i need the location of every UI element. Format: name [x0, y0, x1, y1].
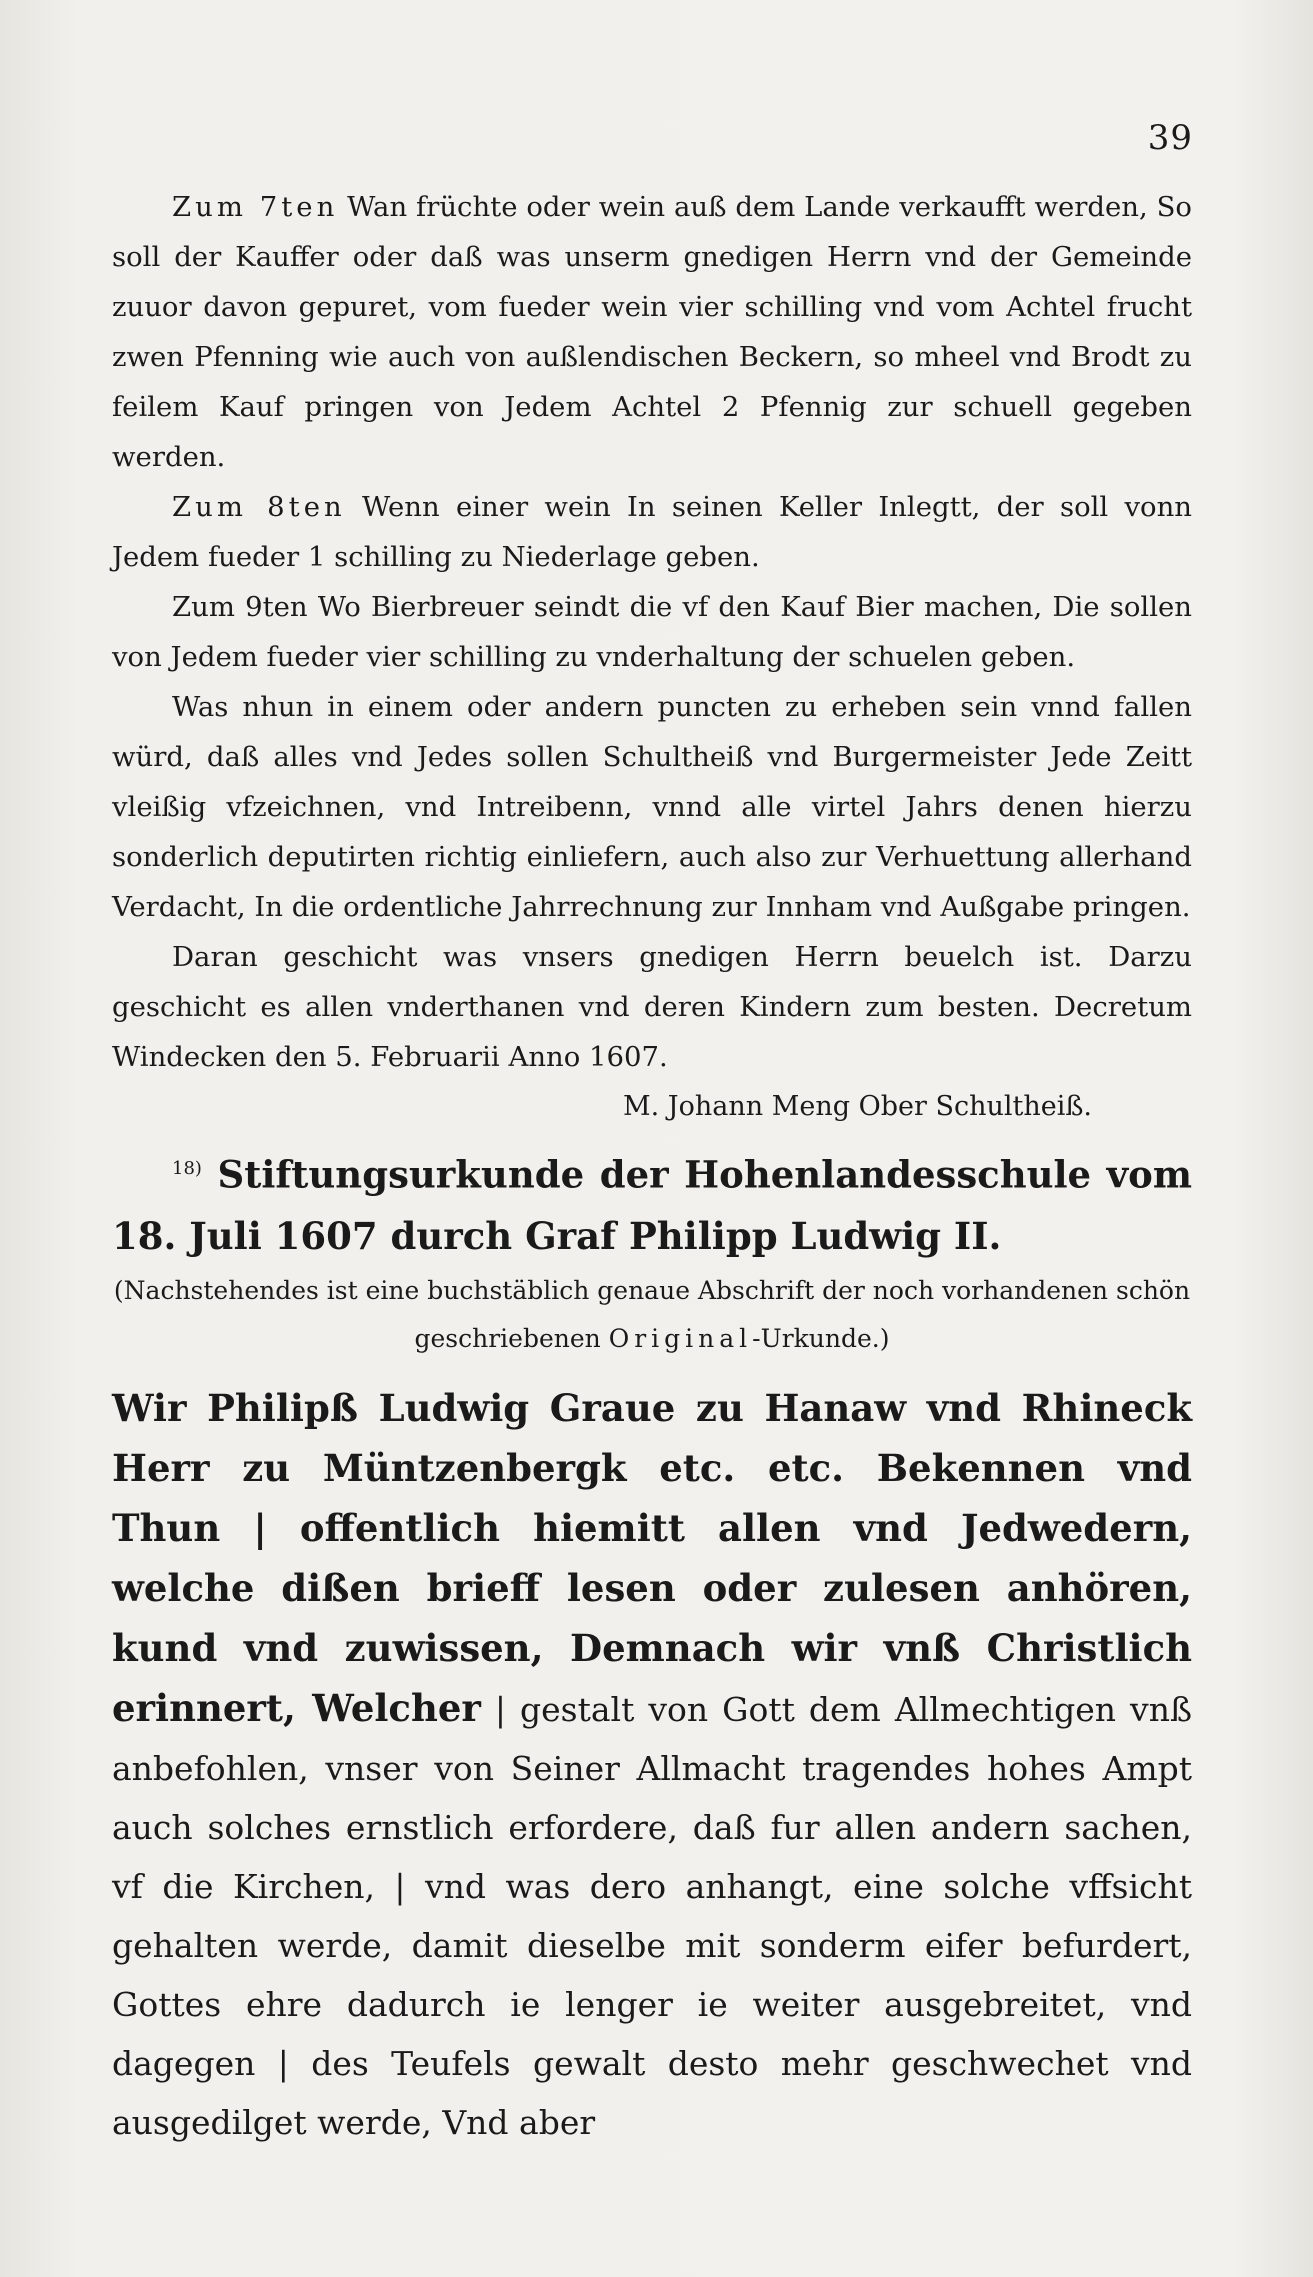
paragraph-collection: [112, 682, 1192, 932]
note-text-before: (Nachstehendes ist eine buchstäblich genaue Abschrift der noch vorhandenen schön geschriebenen: [113, 1276, 1191, 1354]
article-9-heading: Zum 9ten: [172, 591, 308, 623]
note-text-after: -Urkunde.): [752, 1324, 890, 1354]
paragraph-article-7: [112, 182, 1192, 482]
transcription-note: [112, 1267, 1192, 1363]
article-7-heading: Zum 7ten: [172, 191, 339, 223]
paragraph-article-9: [112, 582, 1192, 682]
decree-text: Daran geschicht was vnsers gnedigen Herrn beuelch ist. Darzu geschicht es allen vnderthanen vnd deren Kindern zum besten. Decretum Windecken den 5. Februarii Anno 1607.: [112, 941, 1192, 1073]
charter-body: | gestalt von Gott dem Allmechtigen vnß anbefohlen, vnser von Seiner Allmacht tragendes hohes Ampt auch solches ernstlich erfordere, daß fur allen andern sachen, vf die Kirchen, | vnd was dero anhangt, eine solche vffsicht gehalten werde, damit dieselbe mit sonderm eifer befurdert, Gottes ehre dadurch ie lenger ie weiter ausgebreitet, vnd dagegen | des Teufels gewalt desto mehr geschwechet vnd ausgedilget werde, Vnd aber: [112, 1690, 1192, 2143]
charter-text: [112, 1379, 1192, 2152]
charter-intro: Wir Philipß Ludwig Graue zu Hanaw vnd Rhineck Herr zu Müntzenbergk etc. etc. Bekennen vnd Thun | offentlich hiemitt allen vnd Jedwedern, welche dißen brieff lesen oder zulesen anhören, kund vnd zuwissen, Demnach wir vnß Christlich erinnert, Welcher: [112, 1386, 1192, 1731]
section-heading: [112, 1138, 1192, 1267]
article-9-text: Wo Bierbreuer seindt die vf den Kauf Bier machen, Die sollen von Jedem fueder vier schilling zu vnderhaltung der schuelen geben.: [112, 591, 1193, 673]
footnote-marker: 18): [172, 1158, 202, 1179]
article-8-text: Wenn einer wein In seinen Keller Inlegtt, der soll vonn Jedem fueder 1 schilling zu Niederlage geben.: [112, 491, 1192, 573]
collection-text: Was nhun in einem oder andern puncten zu erheben sein vnnd fallen würd, daß alles vnd Jedes sollen Schultheiß vnd Burgermeister Jede Zeitt vleißig vfzeichnen, vnd Intreibenn, vnnd alle virtel Jahrs denen hierzu sonderlich deputirten richtig einliefern, auch also zur Verhuettung allerhand Verdacht, In die ordentliche Jahrrechnung zur Innham vnd Außgabe pringen.: [112, 691, 1192, 923]
signature: M. Johann Meng Ober Schultheiß.: [622, 1091, 1092, 1122]
page-text: [112, 182, 1192, 2152]
article-8-heading: Zum 8ten: [172, 491, 346, 523]
note-text-spaced: Original: [608, 1324, 753, 1354]
page-number: 39: [1147, 118, 1193, 158]
paragraph-decree: [112, 932, 1192, 1082]
article-7-text: Wan früchte oder wein auß dem Lande verkaufft werden, So soll der Kauffer oder daß was unserm gnedigen Herrn vnd der Gemeinde zuuor davon gepuret, vom fueder wein vier schilling vnd vom Achtel frucht zwen Pfenning wie auch von außlendischen Beckern, so mheel vnd Brodt zu feilem Kauf pringen von Jedem Achtel 2 Pfennig zur schuell gegeben werden.: [112, 191, 1192, 473]
section-title: Stiftungsurkunde der Hohenlandesschule vom 18. Juli 1607 durch Graf Philipp Ludwig II.: [112, 1152, 1192, 1259]
paragraph-article-8: [112, 482, 1192, 582]
